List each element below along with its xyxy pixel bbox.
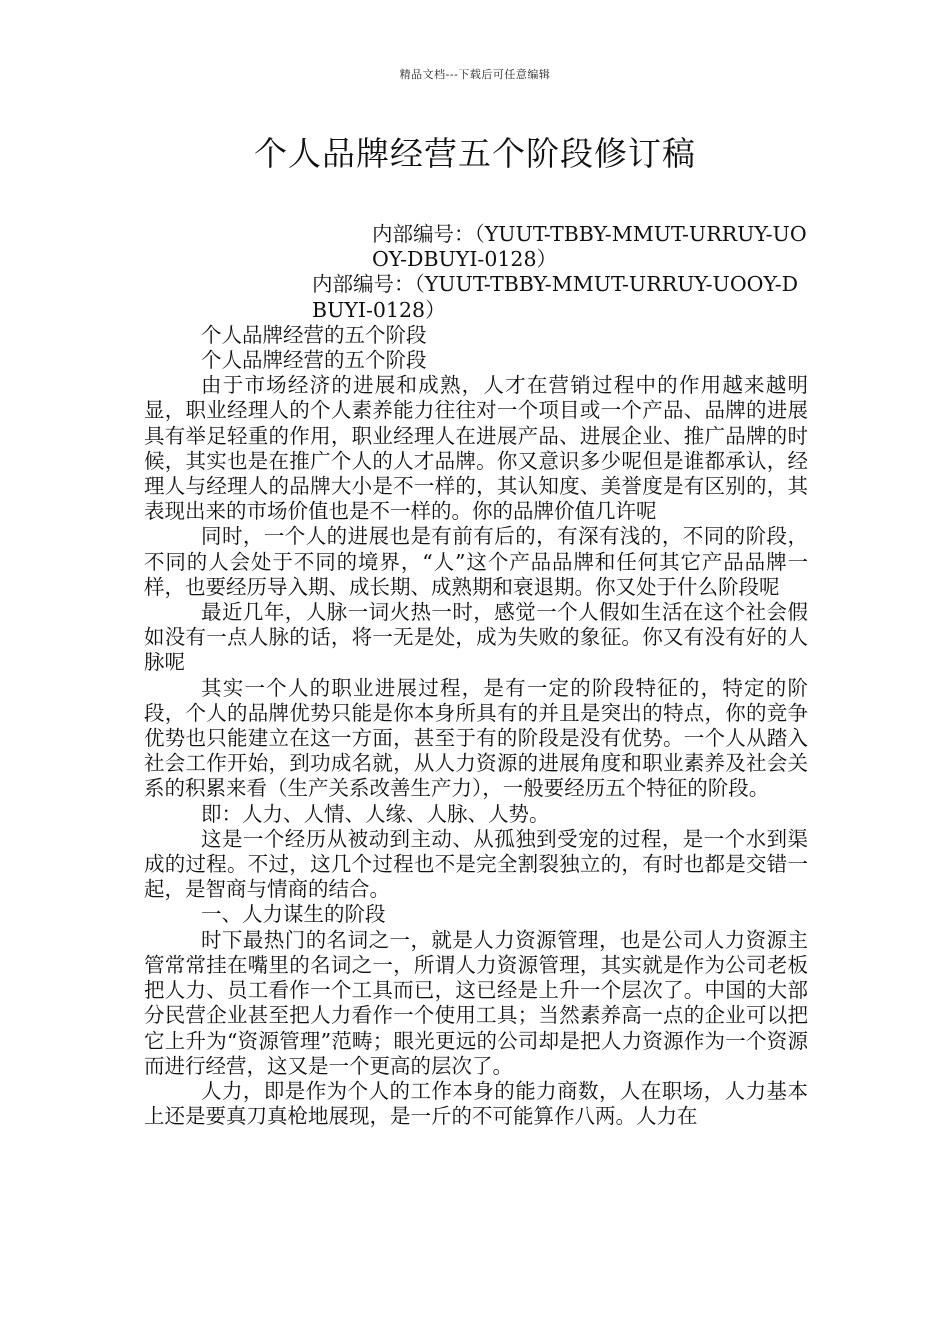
paragraph-five-stages: 即：人力、人情、人缘、人脉、人势。 [201,801,550,826]
section-heading-1: 一、人力谋生的阶段 [201,902,386,927]
paragraph-process: 这是一个经历从被动到主动、从孤独到受宠的过程，是一个水到渠成的过程。不过，这几个过程也不是完全割裂独立的，有时也都是交错一起，是智商与情商的结合。 [144,826,808,902]
paragraph-network: 最近几年，人脉一词火热一时，感觉一个人假如生活在这个社会假如没有一点人脉的话，将一无是处，成为失败的象征。你又有没有好的人脉呢 [144,600,808,675]
paragraph-career: 其实一个人的职业进展过程，是有一定的阶段特征的，特定的阶段，个人的品牌优势只能是你本身所具有的并且是突出的特点，你的竞争优势也只能建立在这一方面，甚至于有的阶段是没有优势。一个人从踏入社会工作开始，到功成名就，从人力资源的进展角度和职业素养及社会关系的积累来看（生产关系改善生产力），一般要经历五个特征的阶段。 [144,675,808,801]
paragraph-stages: 同时，一个人的进展也是有前有后的，有深有浅的，不同的阶段，不同的人会处于不同的境界，“人”这个产品品牌和任何其它产品品牌一样，也要经历导入期、成长期、成熟期和衰退期。你又处于什么阶段呢 [144,524,808,599]
paragraph-intro: 由于市场经济的进展和成熟，人才在营销过程中的作用越来越明显，职业经理人的个人素养能力往往对一个项目或一个产品、品牌的进展具有举足轻重的作用，职业经理人在进展产品、进展企业、推广品牌的时候，其实也是在推广个人的人才品牌。你又意识多少呢但是谁都承认，经理人与经理人的品牌大小是不一样的，其认知度、美誉度是有区别的，其表现出来的市场价值也是不一样的。你的品牌价值几许呢 [144,373,808,524]
paragraph-manpower: 人力，即是作为个人的工作本身的能力商数，人在职场，人力基本上还是要真刀真枪地展现，是一斤的不可能算作八两。人力在 [144,1078,808,1129]
document-title: 个人品牌经营五个阶段修订稿 [254,134,696,173]
page-header: 精品文档---下载后可任意编辑 [399,68,551,81]
internal-code-1: 内部编号：（YUUT-TBBY-MMUT-URRUY-UOOY-DBUYI-0128） [372,222,807,272]
document-body [144,222,808,1129]
paragraph-hr: 时下最热门的名词之一，就是人力资源管理，也是公司人力资源主管常常挂在嘴里的名词之一，所谓人力资源管理，其实就是作为公司老板把人力、员工看作一个工具而已，这已经是上升一个层次了。中国的大部分民营企业甚至把人力看作一个使用工具；当然素养高一点的企业可以把它上升为“资源管理”范畴；眼光更远的公司却是把人力资源作为一个资源而进行经营，这又是一个更高的层次了。 [144,927,808,1078]
subtitle-line-2: 个人品牌经营的五个阶段 [201,348,427,373]
internal-code-2: 内部编号：（YUUT-TBBY-MMUT-URRUY-UOOY-DBUYI-0128） [312,272,799,322]
subtitle-line-1: 个人品牌经营的五个阶段 [201,322,427,347]
